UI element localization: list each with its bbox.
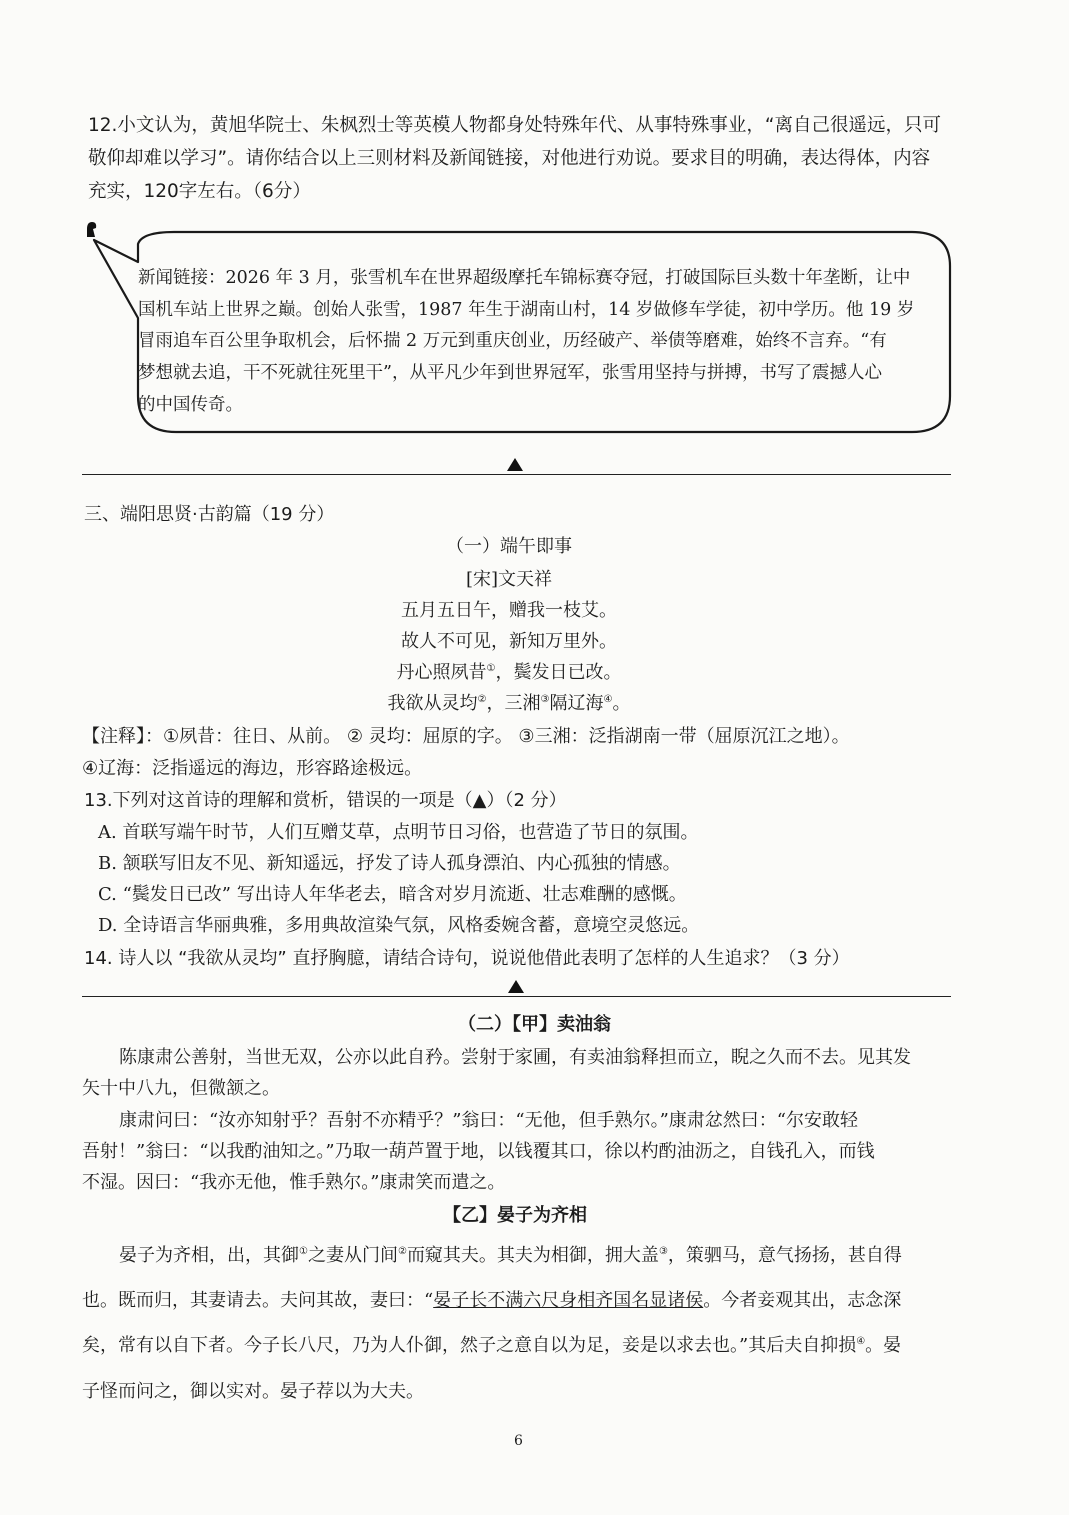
news-line-4: 梦想就去追，干不死就往死里干”，从平凡少年到世界冠军，张雪用坚持与拼搏，书写了震撼人心 <box>138 363 882 383</box>
news-line-5: 的中国传奇。 <box>138 395 243 415</box>
q13-option-d: D. 全诗语言华丽典雅，多用典故渲染气氛，风格委婉含蓄，意境空灵悠远。 <box>98 915 700 936</box>
q13-option-a: A. 首联写端午时节，人们互赠艾草，点明节日习俗，也营造了节日的氛围。 <box>98 822 699 843</box>
passage-jia-line-2: 矢十中八九，但微颔之。 <box>82 1078 280 1099</box>
underlined-sentence: 晏子长不满六尺身相齐国名显诸侯 <box>433 1290 704 1311</box>
footnote-mark: ① <box>299 1246 308 1257</box>
poem-author: [宋]文天祥 <box>465 569 553 590</box>
passage-jia-line-3: 康肃问曰：“汝亦知射乎？吾射不亦精乎？”翁曰：“无他，但手熟尔。”康肃忿然曰：“尔安敢轻 <box>119 1110 859 1131</box>
q14-stem: 14. 诗人以 “我欲从灵均” 直抒胸臆，请结合诗句，说说他借此表明了怎样的人生追求？（3 分） <box>84 948 850 969</box>
q12-line-2: 敬仰却难以学习”。请你结合以上三则材料及新闻链接，对他进行劝说。要求目的明确，表达得体，内容 <box>88 148 931 169</box>
page-number: 6 <box>514 1433 523 1449</box>
footnote-mark: ④ <box>856 1336 866 1347</box>
passage-jia-line-4: 吾射！”翁曰：“以我酌油知之。”乃取一葫芦置于地，以钱覆其口，徐以杓酌油沥之，自钱孔入，而钱 <box>82 1141 875 1162</box>
passage-yi-line-1: 晏子为齐相，出，其御①之妻从门间②而窥其夫。其夫为相御，拥大盖③，策驷马，意气扬扬，甚自得 <box>119 1245 902 1266</box>
footnote-mark: ① <box>486 663 496 674</box>
passage-jia-line-5: 不湿。因曰：“我亦无他，惟手熟尔。”康肃笑而遣之。 <box>82 1172 506 1193</box>
footnote-mark: ③ <box>540 694 550 705</box>
passage-yi-line-2: 也。既而归，其妻请去。夫问其故，妻曰：“晏子长不满六尺身相齐国名显诸侯。今者妾观其出，志念深 <box>82 1290 902 1311</box>
passage-yi-title: 【乙】晏子为齐相 <box>443 1205 587 1226</box>
q12-line-3: 充实，120字左右。（6分） <box>88 181 311 202</box>
q13-option-c: C. “鬓发日已改” 写出诗人年华老去，暗含对岁月流逝、壮志难酬的感慨。 <box>98 884 687 905</box>
news-line-2: 国机车站上世界之巅。创始人张雪，1987 年生于湖南山村，14 岁做修车学徒，初中学历。他 19 岁 <box>138 300 915 320</box>
footnote-mark: ④ <box>603 694 613 705</box>
news-line-1: 新闻链接：2026 年 3 月，张雪机车在世界超级摩托车锦标赛夺冠，打破国际巨头数十年垄断，让中 <box>138 268 911 288</box>
q13-stem: 13.下列对这首诗的理解和赏析，错误的一项是（▲）（2 分） <box>84 790 567 811</box>
poem-line-2: 故人不可见，新知万里外。 <box>401 631 617 652</box>
passage-jia-line-1: 陈康肃公善射，当世无双，公亦以此自矜。尝射于家圃，有卖油翁释担而立，睨之久而不去。见其发 <box>119 1047 911 1068</box>
section-heading: 三、端阳思贤·古韵篇（19 分） <box>84 504 335 525</box>
poem-line-1: 五月五日午，赠我一枝艾。 <box>401 600 617 621</box>
poem-title: （一）端午即事 <box>446 536 572 557</box>
poem-line-4: 我欲从灵均②，三湘③隔辽海④。 <box>387 693 631 714</box>
answer-line <box>82 996 951 997</box>
footnote-mark: ② <box>397 1246 407 1257</box>
notes-line-1: 【注释】：①夙昔：往日、从前。 ② 灵均：屈原的字。 ③三湘：泛指湖南一带（屈原沉江之地）。 <box>82 726 850 747</box>
answer-triangle-icon <box>507 458 523 471</box>
passage-yi-line-3: 矣，常有以自下者。今子长八尺，乃为人仆御，然子之意自以为足，妾是以求去也。”其后夫自抑损④。晏 <box>82 1335 902 1356</box>
q12-line-1: 12.小文认为，黄旭华院士、朱枫烈士等英模人物都身处特殊年代、从事特殊事业，“离自己很遥远，只可 <box>88 115 942 136</box>
notes-line-2: ④辽海：泛指遥远的海边，形容路途极远。 <box>82 758 423 779</box>
footnote-mark: ② <box>477 694 487 705</box>
poem-line-3: 丹心照夙昔①，鬓发日已改。 <box>396 662 622 683</box>
footnote-mark: ③ <box>658 1246 668 1257</box>
answer-triangle-icon <box>508 980 524 993</box>
news-line-3: 冒雨追车百公里争取机会，后怀揣 2 万元到重庆创业，历经破产、举债等磨难，始终不言弃。“有 <box>138 331 887 351</box>
answer-line <box>82 474 951 475</box>
passage-jia-title: （二）【甲】卖油翁 <box>458 1014 611 1035</box>
passage-yi-line-4: 子怪而问之，御以实对。晏子荐以为大夫。 <box>82 1381 424 1402</box>
q13-option-b: B. 颔联写旧友不见、新知遥远，抒发了诗人孤身漂泊、内心孤独的情感。 <box>98 853 681 874</box>
